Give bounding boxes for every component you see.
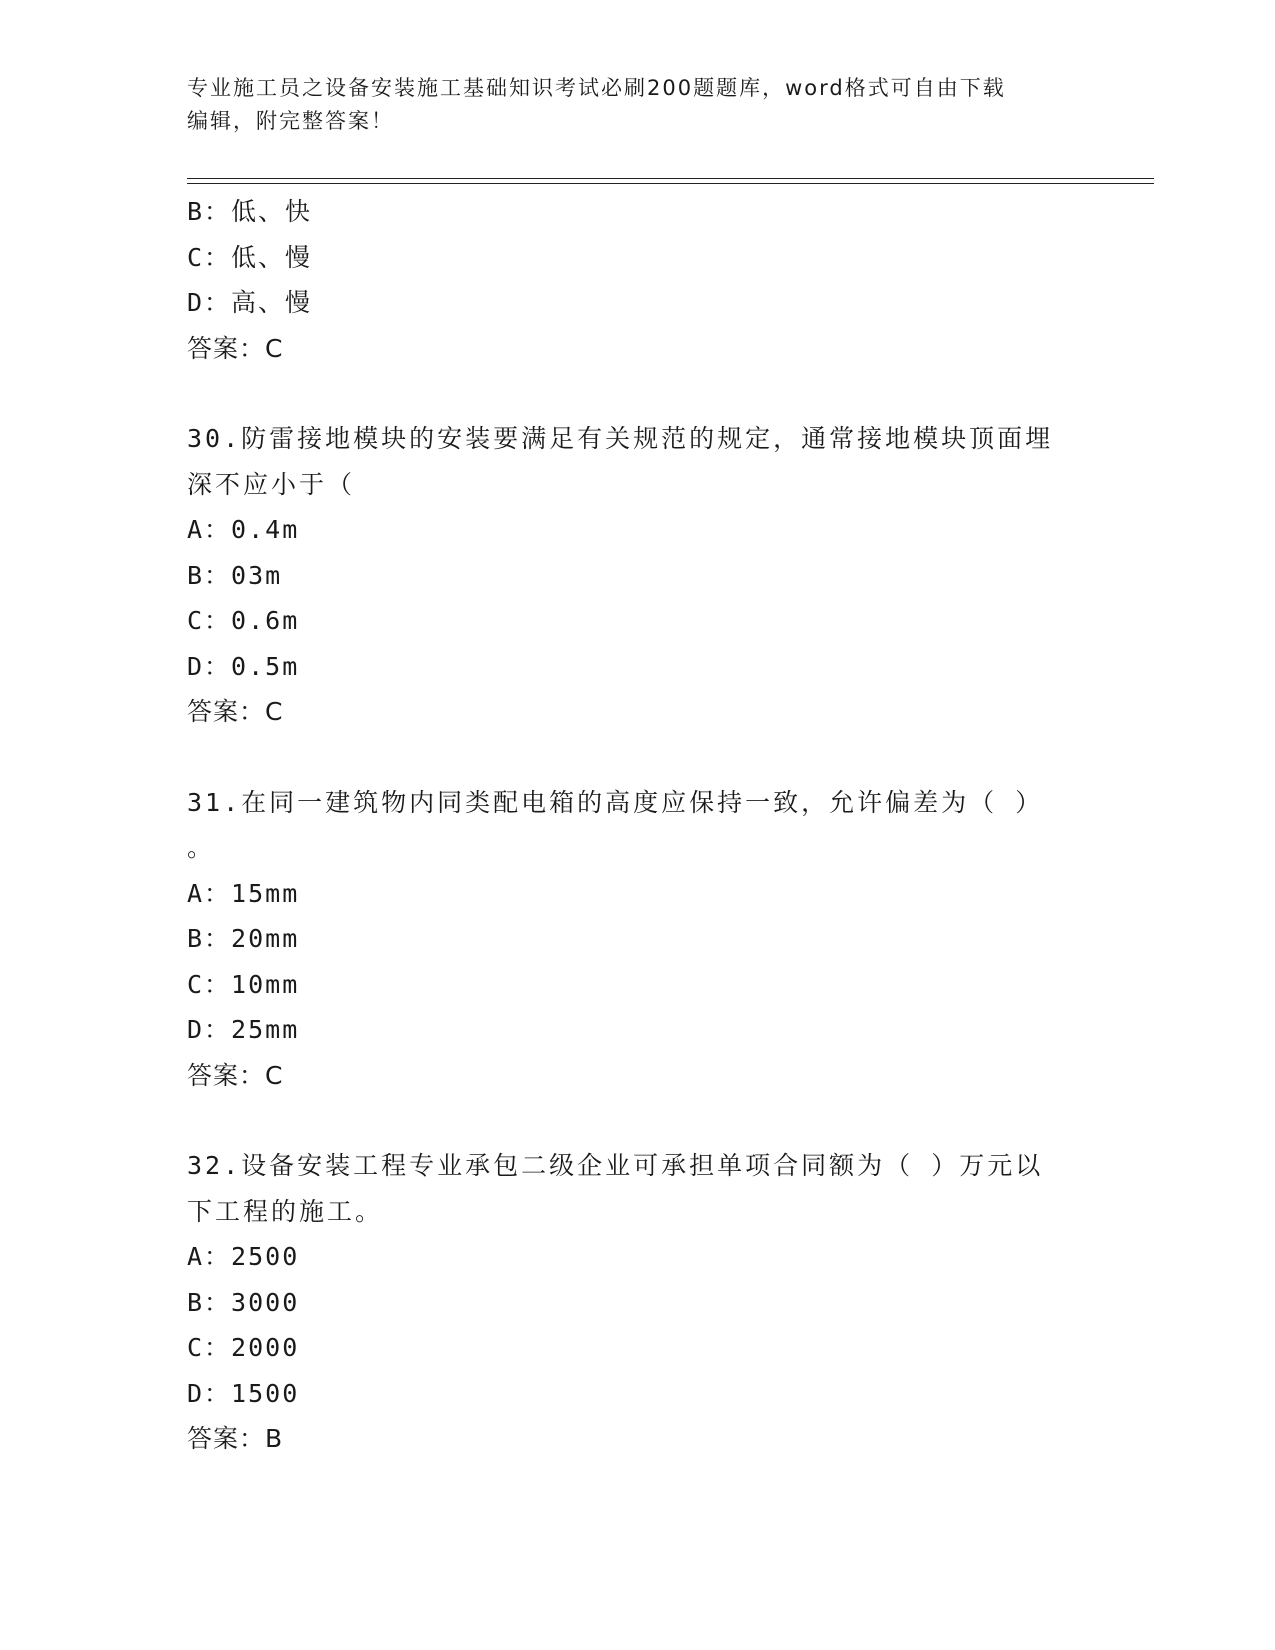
question-text-line-1: 32.设备安装工程专业承包二级企业可承担单项合同额为（ ）万元以: [187, 1151, 1044, 1180]
question-text-line-2: 下工程的施工。: [187, 1196, 384, 1226]
question-text-line-2: 深不应小于（: [187, 469, 356, 499]
option-b: B：低、快: [187, 197, 313, 226]
header-divider-top: [187, 178, 1154, 179]
option-c: C：10mm: [187, 969, 300, 999]
option-a: A：2500: [187, 1242, 300, 1271]
question-text-line-1: 31.在同一建筑物内同类配电箱的高度应保持一致，允许偏差为（ ）: [187, 787, 1044, 817]
document-body: [187, 189, 1087, 1462]
document-header: [187, 72, 1067, 138]
answer-line: 答案：C: [187, 333, 284, 363]
question-text-line-1: 30.防雷接地模块的安装要满足有关规范的规定，通常接地模块顶面埋: [187, 424, 1054, 453]
header-line-1: 专业施工员之设备安装施工基础知识考试必刷200题题库，word格式可自由下载: [187, 76, 1006, 100]
option-d: D：高、慢: [187, 288, 313, 317]
option-a: A：15mm: [187, 878, 300, 908]
question-text-line-2: 。: [187, 833, 216, 862]
option-c: C：低、慢: [187, 242, 313, 272]
option-d: D：25mm: [187, 1015, 300, 1044]
option-b: B：03m: [187, 560, 283, 590]
option-b: B：20mm: [187, 924, 300, 953]
option-d: D：0.5m: [187, 651, 300, 681]
question-30: [187, 416, 1087, 735]
question-29: [187, 189, 1087, 371]
answer-line: 答案：B: [187, 1424, 284, 1453]
header-divider-bottom: [187, 183, 1154, 184]
option-d: D：1500: [187, 1378, 300, 1408]
header-line-2: 编辑，附完整答案！: [187, 109, 394, 133]
option-b: B：3000: [187, 1287, 300, 1317]
option-a: A：0.4m: [187, 515, 300, 544]
option-c: C：2000: [187, 1333, 300, 1362]
answer-line: 答案：C: [187, 697, 284, 726]
answer-line: 答案：C: [187, 1060, 284, 1090]
question-31: [187, 780, 1087, 1099]
question-32: [187, 1143, 1087, 1462]
option-c: C：0.6m: [187, 606, 300, 635]
